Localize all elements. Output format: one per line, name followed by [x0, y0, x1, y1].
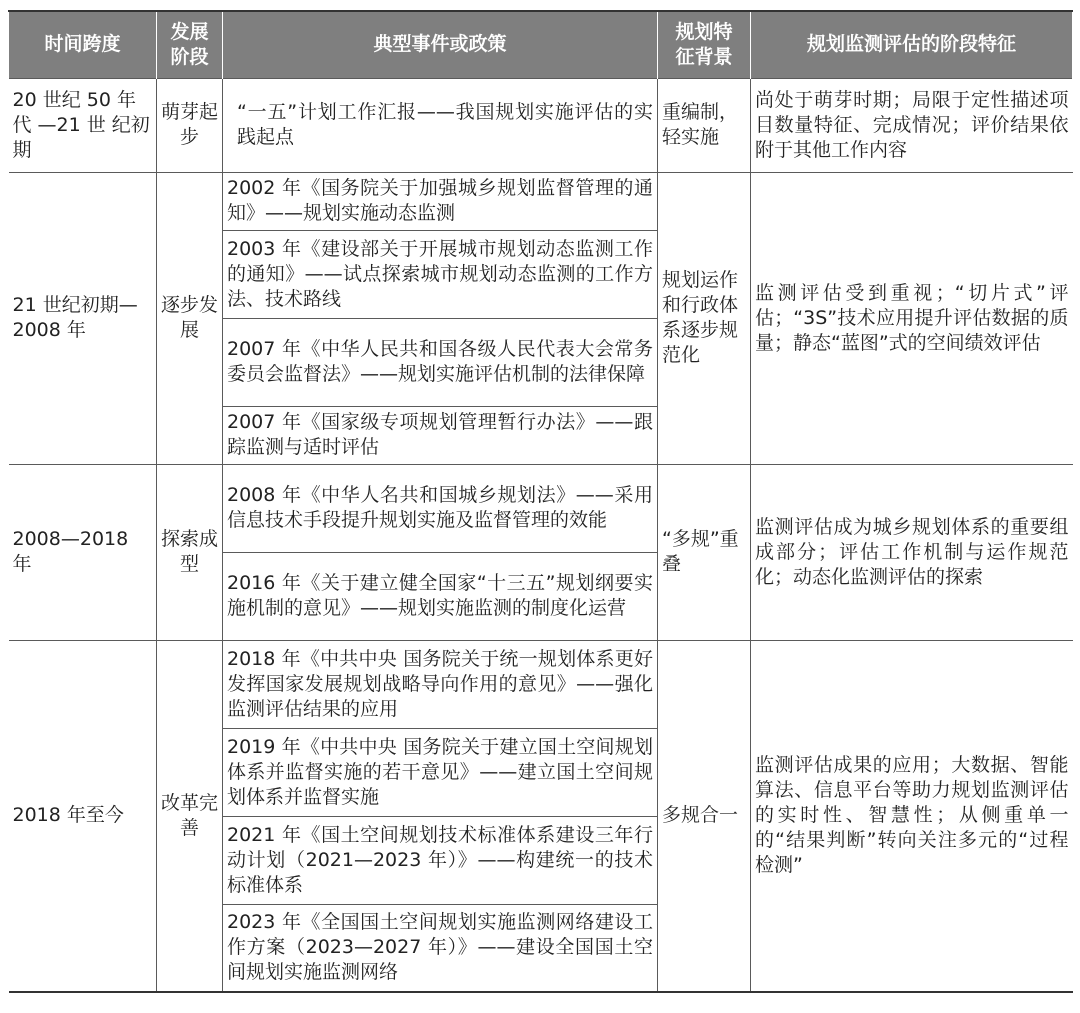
event-cell: 2019 年《中共中央 国务院关于建立国土空间规划体系并监督实施的若干意见》——建立国土空间规划体系并监督实施 [223, 728, 658, 816]
header-characteristics: 规划监测评估的阶段特征 [751, 11, 1073, 78]
header-events: 典型事件或政策 [223, 11, 658, 78]
table-row [9, 464, 1073, 552]
event-cell: 2007 年《国家级专项规划管理暂行办法》——跟踪监测与适时评估 [223, 406, 658, 464]
background-cell: “多规”重叠 [658, 464, 751, 640]
time-span-cell: 2008—2018 年 [9, 464, 157, 640]
event-cell: 2016 年《关于建立健全国家“十三五”规划纲要实施机制的意见》——规划实施监测的制度化运营 [223, 552, 658, 640]
characteristics-cell: 监测评估成为城乡规划体系的重要组成部分；评估工作机制与运作规范化；动态化监测评估的探索 [751, 464, 1073, 640]
characteristics-cell: 尚处于萌芽时期；局限于定性描述项目数量特征、完成情况；评价结果依附于其他工作内容 [751, 78, 1073, 172]
background-cell: 多规合一 [658, 640, 751, 992]
time-span-cell: 21 世纪初期—2008 年 [9, 172, 157, 464]
event-cell: 2008 年《中华人名共和国城乡规划法》——采用信息技术手段提升规划实施及监督管理的效能 [223, 464, 658, 552]
stage-cell: 逐步发展 [157, 172, 223, 464]
time-span-cell: 2018 年至今 [9, 640, 157, 992]
header-background-text: 规划特 征背景 [675, 20, 733, 68]
event-cell: 2018 年《中共中央 国务院关于统一规划体系更好发挥国家发展规划战略导向作用的意见》——强化监测评估结果的应用 [223, 640, 658, 728]
table-row [9, 78, 1073, 172]
table-row [9, 640, 1073, 728]
header-time-span: 时间跨度 [9, 11, 157, 78]
event-cell: 2023 年《全国国土空间规划实施监测网络建设工作方案（2023—2027 年）》——建设全国国土空间规划实施监测网络 [223, 904, 658, 992]
stage-cell: 探索成型 [157, 464, 223, 640]
header-row [9, 11, 1073, 78]
event-cell: 2007 年《中华人民共和国各级人民代表大会常务委员会监督法》——规划实施评估机制的法律保障 [223, 318, 658, 406]
characteristics-cell: 监测评估成果的应用；大数据、智能算法、信息平台等助力规划监测评估的实时性、智慧性；从侧重单一的“结果判断”转向关注多元的“过程检测” [751, 640, 1073, 992]
table-row [9, 172, 1073, 230]
background-cell: 规划运作和行政体系逐步规范化 [658, 172, 751, 464]
header-stage-text: 发展 阶段 [170, 20, 209, 68]
stage-cell: 改革完善 [157, 640, 223, 992]
characteristics-cell: 监测评估受到重视；“切片式”评估；“3S”技术应用提升评估数据的质量；静态“蓝图”式的空间绩效评估 [751, 172, 1073, 464]
event-cell: 2021 年《国土空间规划技术标准体系建设三年行动计划（2021—2023 年）》——构建统一的技术标准体系 [223, 816, 658, 904]
time-span-cell: 20 世纪 50 年代 —21 世 纪初期 [9, 78, 157, 172]
stage-cell: 萌芽起步 [157, 78, 223, 172]
event-cell: “一五”计划工作汇报——我国规划实施评估的实践起点 [223, 78, 658, 172]
table-container [8, 10, 1072, 993]
event-cell: 2003 年《建设部关于开展城市规划动态监测工作的通知》——试点探索城市规划动态监测的工作方法、技术路线 [223, 230, 658, 318]
event-cell: 2002 年《国务院关于加强城乡规划监督管理的通知》——规划实施动态监测 [223, 172, 658, 230]
header-background [658, 11, 751, 78]
background-cell: 重编制，轻实施 [658, 78, 751, 172]
header-stage [157, 11, 223, 78]
planning-evaluation-table [8, 10, 1073, 993]
